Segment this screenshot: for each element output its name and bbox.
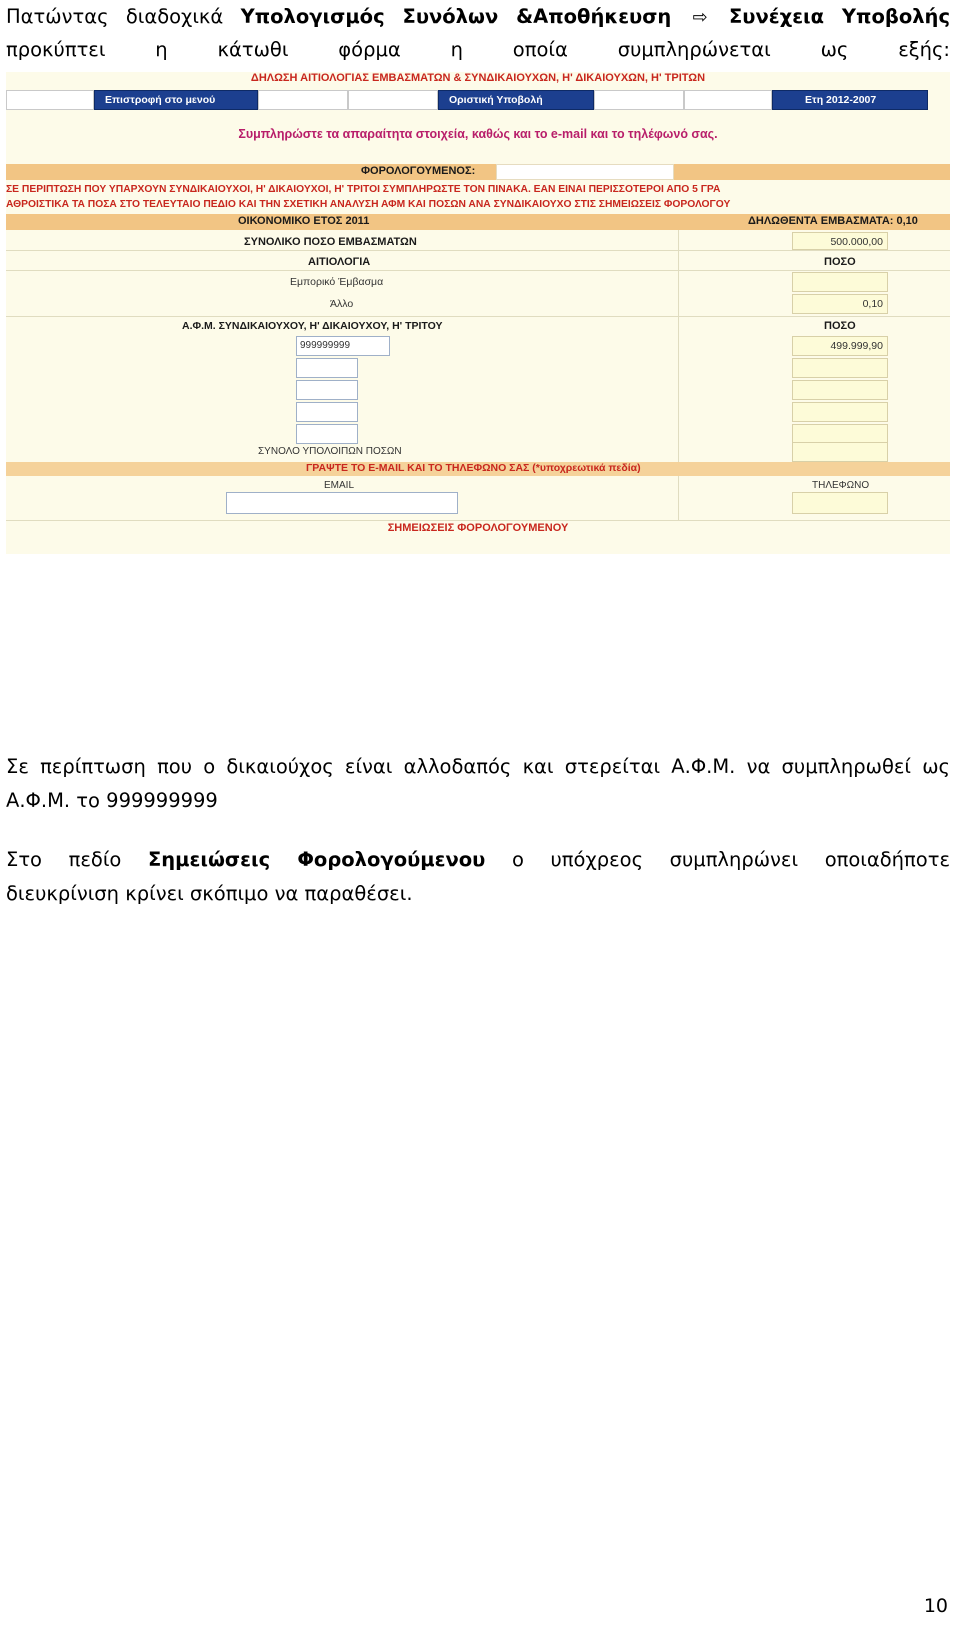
reason-header: ΑΙΤΙΟΛΟΓΙΑ (308, 256, 371, 268)
nav-cell-empty (348, 90, 438, 110)
afm-input-5[interactable] (296, 424, 358, 444)
afm-input-3[interactable] (296, 380, 358, 400)
intro-line-1 (6, 0, 950, 35)
afm-input-4[interactable] (296, 402, 358, 422)
foreign-beneficiary-line-2: Α.Φ.Μ. το 999999999 (6, 789, 218, 812)
reason-other-label: Άλλο (330, 298, 354, 310)
notes-text-1: Στο πεδίο (6, 848, 122, 871)
form-title: ΔΗΛΩΣΗ ΑΙΤΙΟΛΟΓΙΑΣ ΕΜΒΑΣΜΑΤΩΝ & ΣΥΝΔΙΚΑΙΟΥΧΩΝ, Η' ΔΙΚΑΙΟΥΧΩΝ, Η' ΤΡΙΤΩΝ (250, 72, 706, 84)
reason-commercial-amount[interactable] (792, 272, 888, 292)
row-divider (6, 316, 950, 317)
afm-amount-5[interactable] (792, 424, 888, 444)
nav-cell-empty (6, 90, 94, 110)
column-divider (678, 230, 679, 520)
phone-input[interactable] (792, 492, 888, 514)
notes-paragraph-line-2: διευκρίνιση κρίνει σκόπιμο να παραθέσει. (6, 882, 413, 905)
arrow-right-icon: ⇨ (692, 7, 708, 28)
nav-cell-empty (594, 90, 684, 110)
back-to-menu-button[interactable]: Επιστροφή στο μενού (94, 90, 258, 110)
total-amount-value: 500.000,00 (792, 232, 888, 250)
reason-other-amount[interactable]: 0,10 (792, 294, 888, 314)
years-button[interactable]: Ετη 2012-2007 (772, 90, 928, 110)
email-input[interactable] (226, 492, 458, 514)
reason-commercial-label: Εμπορικό Έμβασμα (290, 276, 384, 288)
amount-header: ΠΟΣΟ (824, 256, 856, 268)
afm-input-1[interactable]: 999999999 (296, 336, 390, 356)
declared-remittances: ΔΗΛΩΘΕΝΤΑ ΕΜΒΑΣΜΑΤΑ: 0,10 (748, 215, 918, 227)
nav-cell-empty (684, 90, 772, 110)
afm-amount-1[interactable]: 499.999,90 (792, 336, 888, 356)
taxpayer-band (6, 164, 950, 180)
notes-text-2: ο υπόχρεος συμπληρώνει οποιαδήποτε (511, 848, 950, 871)
warning-line-1: ΣΕ ΠΕΡΙΠΤΩΣΗ ΠΟΥ ΥΠΑΡΧΟΥΝ ΣΥΝΔΙΚΑΙΟΥΧΟΙ, Η' ΔΙΚΑΙΟΥΧΟΙ, Η' ΤΡΙΤΟΙ ΣΥΜΠΛΗΡΩΣΤΕ ΤΟΝ ΠΙΝΑΚΑ. ΕΑΝ ΕΙΝΑΙ ΠΕΡΙΣΣΟΤΕΡΟΙ ΑΠΟ 5 ΓΡΑ (6, 184, 721, 195)
foreign-beneficiary-line-1: Σε περίπτωση που ο δικαιούχος είναι αλλοδαπός και στερείται Α.Φ.Μ. να συμπληρωθεί ως (6, 755, 950, 778)
row-divider (6, 250, 950, 251)
phone-label: ΤΗΛΕΦΩΝΟ (812, 480, 870, 491)
afm-amount-4[interactable] (792, 402, 888, 422)
total-amount-label: ΣΥΝΟΛΙΚΟ ΠΟΣΟ ΕΜΒΑΣΜΑΤΩΝ (244, 236, 417, 248)
row-divider (6, 520, 950, 521)
fiscal-year: ΟΙΚΟΝΟΜΙΚΟ ΕΤΟΣ 2011 (238, 215, 370, 227)
contact-header: ΓΡΑΨΤΕ ΤΟ E-MAIL ΚΑΙ ΤΟ ΤΗΛΕΦΩΝΟ ΣΑΣ (*υποχρεωτικά πεδία) (306, 462, 641, 474)
afm-amount-header: ΠΟΣΟ (824, 320, 856, 332)
notes-bold-field: Σημειώσεις Φορολογούμενου (147, 848, 486, 871)
page-number: 10 (923, 1595, 948, 1617)
notes-paragraph-line-1 (6, 843, 950, 877)
afm-amount-2[interactable] (792, 358, 888, 378)
remaining-total-value (792, 442, 888, 462)
notes-label: ΣΗΜΕΙΩΣΕΙΣ ΦΟΡΟΛΟΓΟΥΜΕΝΟΥ (387, 522, 569, 534)
intro-bold-calc: Υπολογισμός Συνόλων &Αποθήκευση (240, 5, 672, 28)
form-instruction: Συμπληρώστε τα απαραίτητα στοιχεία, καθώς και το e-mail και το τηλέφωνό σας. (238, 127, 718, 141)
afm-input-2[interactable] (296, 358, 358, 378)
intro-bold-continue: Συνέχεια Υποβολής (728, 5, 951, 28)
intro-line-2: προκύπτει η κάτωθι φόρμα η οποία συμπληρώνεται ως εξής: (6, 38, 950, 61)
nav-cell-empty (258, 90, 348, 110)
remittance-form-screenshot (6, 72, 950, 554)
taxpayer-field[interactable] (496, 164, 674, 180)
taxpayer-label: ΦΟΡΟΛΟΓΟΥΜΕΝΟΣ: (361, 165, 476, 177)
final-submit-button[interactable]: Οριστική Υποβολή (438, 90, 594, 110)
afm-header: Α.Φ.Μ. ΣΥΝΔΙΚΑΙΟΥΧΟΥ, Η' ΔΙΚΑΙΟΥΧΟΥ, Η' ΤΡΙΤΟΥ (182, 320, 443, 332)
remaining-total-label: ΣΥΝΟΛΟ ΥΠΟΛΟΙΠΩΝ ΠΟΣΩΝ (258, 446, 402, 457)
intro-text: Πατώντας διαδοχικά (6, 5, 224, 28)
afm-amount-3[interactable] (792, 380, 888, 400)
warning-line-2: ΑΘΡΟΙΣΤΙΚΑ ΤΑ ΠΟΣΑ ΣΤΟ ΤΕΛΕΥΤΑΙΟ ΠΕΔΙΟ ΚΑΙ ΤΗΝ ΣΧΕΤΙΚΗ ΑΝΑΛΥΣΗ ΑΦΜ ΚΑΙ ΠΟΣΩΝ ΑΝΑ ΣΥΝΔΙΚΑΙΟΥΧΟ ΣΤΙΣ ΣΗΜΕΙΩΣΕΙΣ ΦΟΡΟΛΟΓΟΥ (6, 199, 731, 210)
email-label: EMAIL (324, 480, 355, 491)
row-divider (6, 270, 950, 271)
